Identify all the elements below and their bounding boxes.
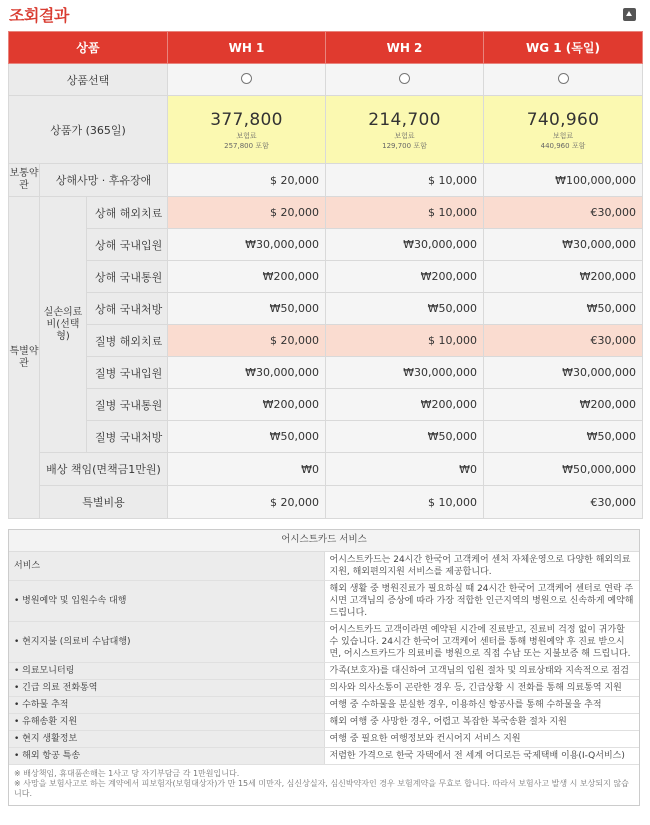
value-cell: ₩100,000,000 bbox=[484, 164, 643, 197]
medical-row bbox=[9, 261, 643, 293]
select-row bbox=[9, 64, 643, 96]
header-row bbox=[9, 32, 643, 64]
service-desc: 의사와 의사소통이 곤란한 경우 등, 긴급상황 시 전화를 통해 의료통역 지원 bbox=[324, 679, 639, 696]
service-name: • 병원예약 및 입원수속 대행 bbox=[9, 580, 324, 621]
value-cell: ₩30,000,000 bbox=[484, 357, 643, 389]
assist-card-panel bbox=[8, 529, 640, 806]
medical-row bbox=[9, 293, 643, 325]
page-title: 조회결과 bbox=[9, 6, 69, 25]
medical-row bbox=[9, 229, 643, 261]
service-desc: 여행 중 수하물을 분실한 경우, 이용하신 항공사를 통해 수하물을 추적 bbox=[324, 696, 639, 713]
price-cell: 740,960 보험료 440,960 포함 bbox=[484, 96, 643, 164]
service-desc: 해외 여행 중 사망한 경우, 어렵고 복잡한 복국송환 절차 지원 bbox=[324, 713, 639, 730]
plan-radio[interactable] bbox=[241, 73, 252, 84]
value-cell: ₩50,000,000 bbox=[484, 453, 643, 486]
plan-header: WG 1 (독일) bbox=[484, 32, 643, 64]
service-row bbox=[9, 551, 639, 580]
medical-row bbox=[9, 197, 643, 229]
value-cell: $ 20,000 bbox=[168, 325, 326, 357]
service-desc: 저렴한 가격으로 한국 자택에서 전 세계 어디로든 국제택배 이용(I-Q서비스) bbox=[324, 747, 639, 764]
value-cell: ₩30,000,000 bbox=[326, 229, 484, 261]
medical-item-label: 상해 해외치료 bbox=[87, 197, 168, 229]
basic-item-label: 상해사망 · 후유장애 bbox=[40, 164, 168, 197]
service-row bbox=[9, 662, 639, 679]
service-desc: 여행 중 필요한 여행정보와 컨시어지 서비스 지원 bbox=[324, 730, 639, 747]
service-name: • 의료모니터링 bbox=[9, 662, 324, 679]
special-cost-row-label: 특별비용 bbox=[40, 486, 168, 519]
service-row bbox=[9, 713, 639, 730]
value-cell: $ 20,000 bbox=[168, 197, 326, 229]
value-cell: ₩200,000 bbox=[484, 261, 643, 293]
basic-group-label: 보통약관 bbox=[9, 164, 40, 197]
select-label: 상품선택 bbox=[9, 64, 168, 96]
assist-service-table bbox=[9, 530, 639, 765]
product-header: 상품 bbox=[9, 32, 168, 64]
basic-row bbox=[9, 164, 643, 197]
medical-item-label: 질병 국내통원 bbox=[87, 389, 168, 421]
medical-row bbox=[9, 389, 643, 421]
value-cell: ₩30,000,000 bbox=[484, 229, 643, 261]
medical-row bbox=[9, 421, 643, 453]
special-group-label: 특별약관 bbox=[9, 197, 40, 519]
value-cell: ₩200,000 bbox=[168, 261, 326, 293]
medical-item-label: 질병 국내입원 bbox=[87, 357, 168, 389]
service-name: 서비스 bbox=[9, 551, 324, 580]
value-cell: €30,000 bbox=[484, 197, 643, 229]
service-desc: 가족(보호자)를 대신하여 고객님의 입원 절차 및 의료상태와 지속적으로 점검 bbox=[324, 662, 639, 679]
value-cell: ₩30,000,000 bbox=[168, 357, 326, 389]
service-name: • 긴급 의료 전화통역 bbox=[9, 679, 324, 696]
value-cell: ₩50,000 bbox=[326, 421, 484, 453]
value-cell: $ 10,000 bbox=[326, 197, 484, 229]
value-cell: €30,000 bbox=[484, 325, 643, 357]
liability-row-label: 배상 책임(면책금1만원) bbox=[40, 453, 168, 486]
value-cell: $ 10,000 bbox=[326, 325, 484, 357]
service-desc: 해외 생활 중 병원진료가 필요하실 때 24시간 한국어 고객케어 센터로 연락 주시면 고객님의 증상에 따라 가장 적합한 인근지역의 병원으로 신속하게 예약해 드립니다. bbox=[324, 580, 639, 621]
value-cell: ₩30,000,000 bbox=[326, 357, 484, 389]
plan-radio[interactable] bbox=[558, 73, 569, 84]
value-cell: ₩50,000 bbox=[168, 293, 326, 325]
medical-row bbox=[9, 357, 643, 389]
footnote: ※ 사망을 보험사고로 하는 계약에서 피보험자(보험대상자)가 만 15세 미만자, 심신상실자, 심신박약자인 경우 보험계약을 무효로 합니다. 따라서 보험사고 발생 시 보상되지 않습니다. bbox=[14, 778, 629, 798]
value-cell: $ 10,000 bbox=[326, 164, 484, 197]
value-cell: ₩200,000 bbox=[326, 261, 484, 293]
value-cell: ₩200,000 bbox=[326, 389, 484, 421]
liability-row bbox=[9, 453, 643, 486]
price-label: 상품가 (365일) bbox=[9, 96, 168, 164]
footnotes bbox=[9, 765, 639, 805]
service-row bbox=[9, 679, 639, 696]
medical-group-label: 실손의료비(선택형) bbox=[40, 197, 87, 453]
service-desc: 어시스트카드는 24시간 한국어 고객케어 센처 자체운영으로 다양한 해외의료지원, 해외편의지원 서비스를 제공합니다. bbox=[324, 551, 639, 580]
value-cell: $ 20,000 bbox=[168, 486, 326, 519]
plan-header: WH 2 bbox=[326, 32, 484, 64]
service-row bbox=[9, 747, 639, 764]
value-cell: ₩50,000 bbox=[326, 293, 484, 325]
service-desc: 어시스트카드 고객이라면 예약된 시간에 진료받고, 진료비 걱정 없이 귀가할 수 있습니다. 24시간 한국어 고객케어 센터를 통해 병원예약 후 진료 받으시면, 어시스트카드가 의료비를 병원으로 직접 수납 또는 지불보증 해 드립니다. bbox=[324, 621, 639, 662]
service-name: • 해외 항공 특송 bbox=[9, 747, 324, 764]
value-cell: ₩30,000,000 bbox=[168, 229, 326, 261]
value-cell: ₩0 bbox=[326, 453, 484, 486]
plan-header: WH 1 bbox=[168, 32, 326, 64]
collapse-up-icon[interactable] bbox=[623, 8, 636, 21]
price-row bbox=[9, 96, 643, 164]
price-cell: 214,700 보험료 129,700 포함 bbox=[326, 96, 484, 164]
service-row bbox=[9, 696, 639, 713]
value-cell: ₩50,000 bbox=[484, 293, 643, 325]
medical-item-label: 상해 국내통원 bbox=[87, 261, 168, 293]
value-cell: ₩200,000 bbox=[484, 389, 643, 421]
medical-item-label: 상해 국내입원 bbox=[87, 229, 168, 261]
plan-radio[interactable] bbox=[399, 73, 410, 84]
value-cell: $ 10,000 bbox=[326, 486, 484, 519]
coverage-table bbox=[8, 31, 643, 519]
medical-item-label: 질병 국내처방 bbox=[87, 421, 168, 453]
value-cell: ₩50,000 bbox=[168, 421, 326, 453]
special-cost-row bbox=[9, 486, 643, 519]
price-cell: 377,800 보험료 257,800 포함 bbox=[168, 96, 326, 164]
service-row bbox=[9, 730, 639, 747]
service-name: • 수하물 추적 bbox=[9, 696, 324, 713]
value-cell: ₩50,000 bbox=[484, 421, 643, 453]
service-row bbox=[9, 580, 639, 621]
value-cell: ₩0 bbox=[168, 453, 326, 486]
assist-title: 어시스트카드 서비스 bbox=[9, 530, 639, 551]
medical-item-label: 질병 해외치료 bbox=[87, 325, 168, 357]
service-name: • 현지지불 (의료비 수납대행) bbox=[9, 621, 324, 662]
medical-row bbox=[9, 325, 643, 357]
service-row bbox=[9, 621, 639, 662]
footnote: ※ 배상책임, 휴대품손해는 1사고 당 자기부담금 각 1만원입니다. bbox=[14, 768, 240, 778]
medical-item-label: 상해 국내처방 bbox=[87, 293, 168, 325]
service-name: • 유해송환 지원 bbox=[9, 713, 324, 730]
value-cell: €30,000 bbox=[484, 486, 643, 519]
service-name: • 현지 생활정보 bbox=[9, 730, 324, 747]
value-cell: ₩200,000 bbox=[168, 389, 326, 421]
value-cell: $ 20,000 bbox=[168, 164, 326, 197]
